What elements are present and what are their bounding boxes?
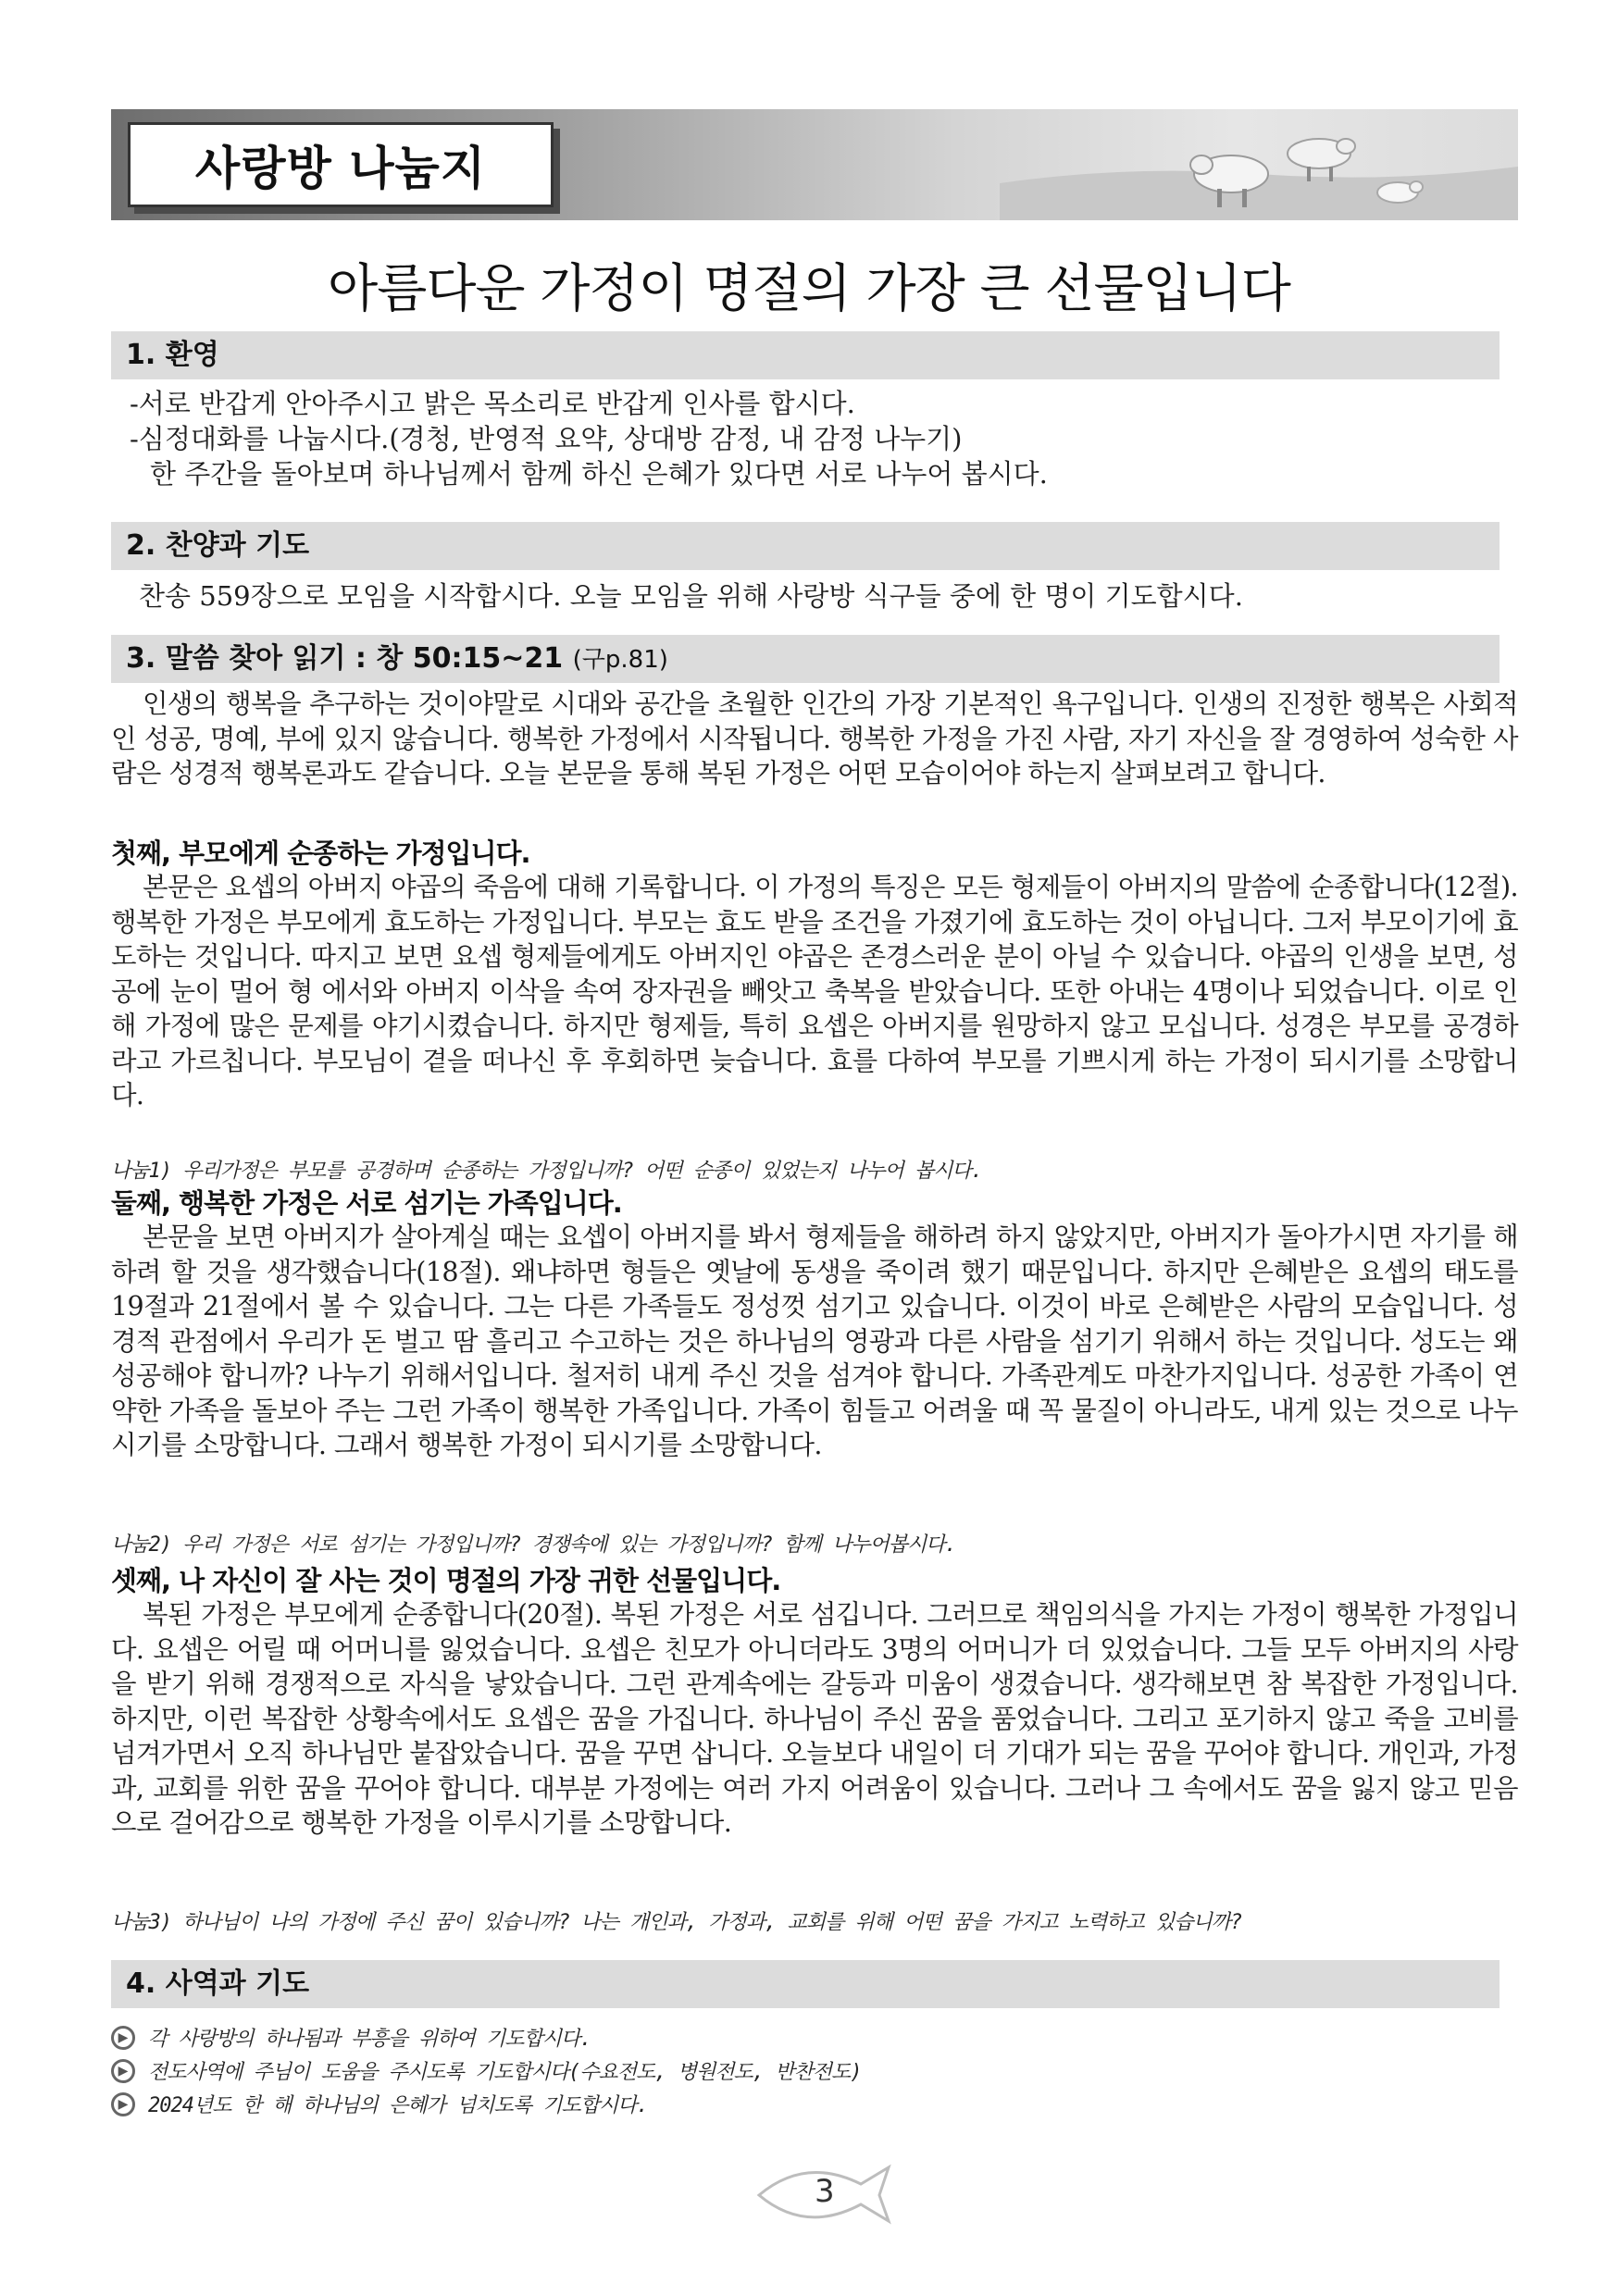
arrow-bullet-icon: ▶ <box>111 2092 135 2116</box>
point1-share: 나눔1) 우리가정은 부모를 공경하며 순종하는 가정입니까? 어떤 순종이 있었는지 나누어 봅시다. <box>111 1160 983 1183</box>
point2-text: 본문을 보면 아버지가 살아계실 때는 요셉이 아버지를 봐서 형제들을 해하려 하지 않았지만, 아버지가 돌아가시면 자기를 해하려 할 것을 생각했습니다(18절). 왜냐하면 형들은 옛날에 동생을 죽이려 했기 때문입니다. 하지만 은혜받은 요셉의 태도를 19절과 21절에서 볼 수 있습니다. 그는 다른 가족들도 정성껏 섬기고 있습니다. 이것이 바로 은혜받은 사람의 모습입니다. 성경적 관점에서 우리가 돈 벌고 땀 흘리고 수고하는 것은 하나님의 영광과 다른 사람을 섬기기 위해서 하는 것입니다. 성도는 왜 성공해야 합니까? 나누기 위해서입니다. 철저히 내게 주신 것을 섬겨야 합니다. 가족관계도 마찬가지입니다. 성공한 가족이 연약한 가족을 돌보아 주는 그런 가족이 행복한 가족입니다. 가족이 힘들고 어려울 때 꼭 물질이 아니라도, 내게 있는 것으로 나누시기를 소망합니다. 그래서 행복한 가정이 되시기를 소망합니다. <box>111 1222 1518 1460</box>
prayer-item-text: 전도사역에 주님이 도움을 주시도록 기도합시다(수요전도, 병원전도, 반찬전도) <box>148 2061 862 2084</box>
section-heading-worship: 2. 찬양과 기도 <box>111 522 1500 570</box>
reading-reference: (구p.81) <box>572 646 668 674</box>
section-title-box <box>128 122 554 207</box>
sheep-photo <box>1000 109 1518 220</box>
arrow-bullet-icon: ▶ <box>111 2026 135 2050</box>
point2-share: 나눔2) 우리 가정은 서로 섬기는 가정입니까? 경쟁속에 있는 가정입니까? 함께 나누어봅시다. <box>111 1533 956 1557</box>
welcome-line-1: -서로 반갑게 안아주시고 밝은 목소리로 반갑게 인사를 합시다. <box>130 388 855 419</box>
arrow-bullet-icon: ▶ <box>111 2059 135 2083</box>
point1-title: 첫째, 부모에게 순종하는 가정입니다. <box>111 838 530 869</box>
page-number: 3 <box>815 2173 835 2210</box>
section-heading-ministry: 4. 사역과 기도 <box>111 1960 1500 2008</box>
section-heading-welcome: 1. 환영 <box>111 331 1500 379</box>
prayer-item-text: 2024년도 한 해 하나님의 은혜가 넘치도록 기도합시다. <box>148 2094 648 2117</box>
section-heading-reading <box>111 635 1500 683</box>
prayer-item <box>111 2056 862 2085</box>
page-title: 아름다운 가정이 명절의 가장 큰 선물입니다 <box>328 259 1290 319</box>
reading-heading: 3. 말씀 찾아 읽기 : 창 50:15~21 <box>126 642 564 675</box>
prayer-item-text: 각 사랑방의 하나됨과 부흥을 위하여 기도합시다. <box>148 2028 591 2051</box>
point3-share: 나눔3) 하나님이 나의 가정에 주신 꿈이 있습니까? 나는 개인과, 가정과, 교회를 위해 어떤 꿈을 가지고 노력하고 있습니까? <box>111 1911 1242 1934</box>
worship-text: 찬송 559장으로 모임을 시작합시다. 오늘 모임을 위해 사랑방 식구들 중에 한 명이 기도합시다. <box>139 580 1243 612</box>
page-number-badge <box>750 2156 898 2230</box>
point3-text: 복된 가정은 부모에게 순종합니다(20절). 복된 가정은 서로 섬깁니다. 그러므로 책임의식을 가지는 가정이 행복한 가정입니다. 요셉은 어릴 때 어머니를 잃었습니다. 요셉은 친모가 아니더라도 3명의 어머니가 더 있었습니다. 그들 모두 아버지의 사랑을 받기 위해 경쟁적으로 자식을 낳았습니다. 그런 관계속에는 갈등과 미움이 생겼습니다. 생각해보면 참 복잡한 가정입니다. 하지만, 이런 복잡한 상황속에서도 요셉은 꿈을 가집니다. 하나님이 주신 꿈을 품었습니다. 그리고 포기하지 않고 죽을 고비를 넘겨가면서 오직 하나님만 붙잡았습니다. 꿈을 꾸면 삽니다. 오늘보다 내일이 더 기대가 되는 꿈을 꾸어야 합니다. 개인과, 가정과, 교회를 위한 꿈을 꾸어야 합니다. 대부분 가정에는 여러 가지 어려움이 있습니다. 그러나 그 속에서도 꿈을 잃지 않고 믿음으로 걸어감으로 행복한 가정을 이루시기를 소망합니다. <box>111 1599 1518 1838</box>
reading-intro: 인생의 행복을 추구하는 것이야말로 시대와 공간을 초월한 인간의 가장 기본적인 욕구입니다. 인생의 진정한 행복은 사회적인 성공, 명예, 부에 있지 않습니다. 행복한 가정에서 시작됩니다. 행복한 가정을 가진 사람, 자기 자신을 잘 경영하여 성숙한 사람은 성경적 행복론과도 같습니다. 오늘 본문을 통해 복된 가정은 어떤 모습이어야 하는지 살펴보려고 합니다. <box>111 689 1518 788</box>
point1-text: 본문은 요셉의 아버지 야곱의 죽음에 대해 기록합니다. 이 가정의 특징은 모든 형제들이 아버지의 말씀에 순종합니다(12절). 행복한 가정은 부모에게 효도하는 가정입니다. 부모는 효도 받을 조건을 가졌기에 효도하는 것이 아닙니다. 그저 부모이기에 효도하는 것입니다. 따지고 보면 요셉 형제들에게도 아버지인 야곱은 존경스러운 분이 아닐 수 있습니다. 야곱의 인생을 보면, 성공에 눈이 멀어 형 에서와 아버지 이삭을 속여 장자권을 빼앗고 축복을 받았습니다. 또한 아내는 4명이나 되었습니다. 이로 인해 가정에 많은 문제를 야기시켰습니다. 하지만 형제들, 특히 요셉은 아버지를 원망하지 않고 모십니다. 성경은 부모를 공경하라고 가르칩니다. 부모님이 곁을 떠나신 후 후회하면 늦습니다. 효를 다하여 부모를 기쁘시게 하는 가정이 되시기를 소망합니다. <box>111 872 1518 1111</box>
section-title: 사랑방 나눔지 <box>194 142 487 195</box>
prayer-item <box>111 2090 648 2118</box>
welcome-line-3: 한 주간을 돌아보며 하나님께서 함께 하신 은혜가 있다면 서로 나누어 봅시다. <box>150 458 1048 490</box>
point3-title: 셋째, 나 자신이 잘 사는 것이 명절의 가장 귀한 선물입니다. <box>111 1565 781 1596</box>
prayer-item <box>111 2023 591 2052</box>
header-banner <box>111 109 1518 220</box>
point2-title: 둘째, 행복한 가정은 서로 섬기는 가족입니다. <box>111 1187 622 1219</box>
welcome-line-2: -심정대화를 나눕시다.(경청, 반영적 요약, 상대방 감정, 내 감정 나누기) <box>130 423 963 454</box>
